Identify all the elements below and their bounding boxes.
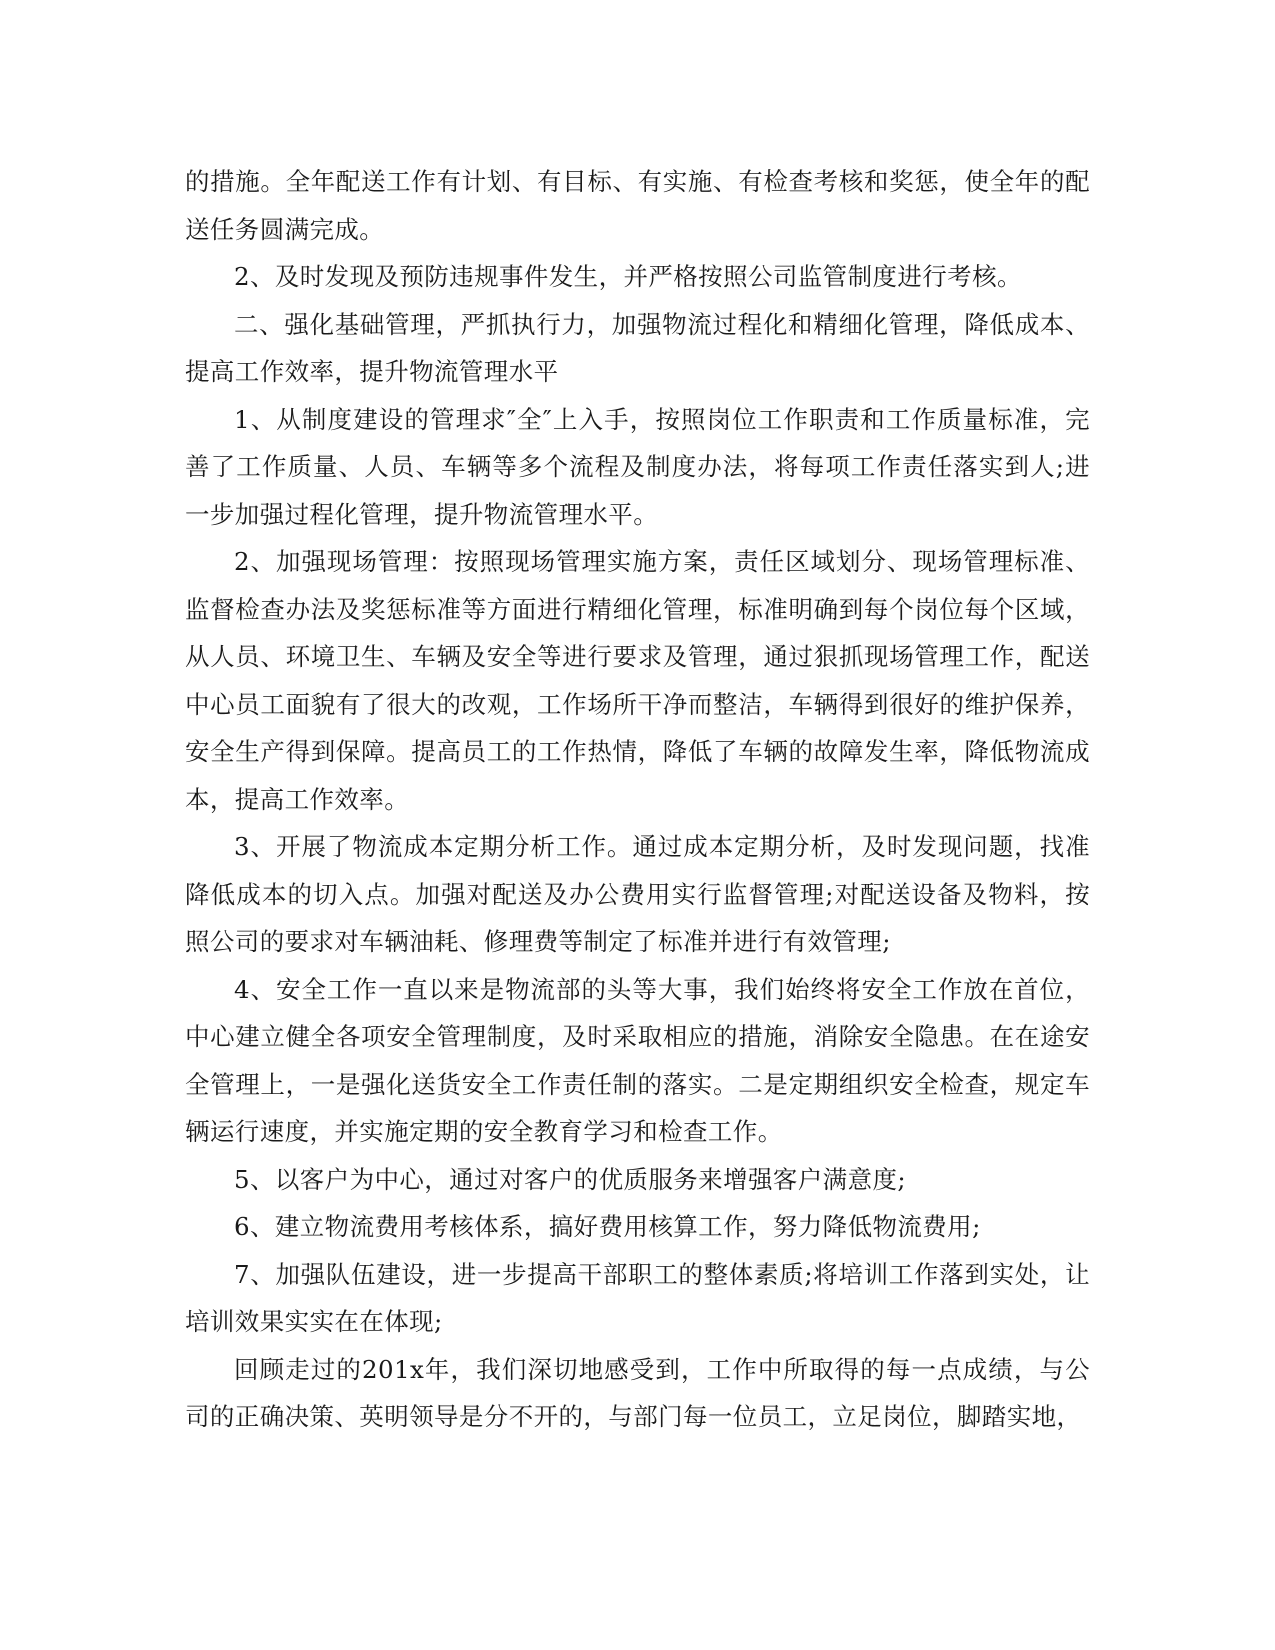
paragraph: 2、及时发现及预防违规事件发生，并严格按照公司监管制度进行考核。 [234, 262, 1022, 291]
paragraph: 2、加强现场管理：按照现场管理实施方案，责任区域划分、现场管理标准、监督检查办法及奖惩标准等方面进行精细化管理，标准明确到每个岗位每个区域，从人员、环境卫生、车辆及安全等进行要求及管理，通过狠抓现场管理工作，配送中心员工面貌有了很大的改观，工作场所干净而整洁，车辆得到很好的维护保养，安全生产得到保障。提高员工的工作热情，降低了车辆的故障发生率，降低物流成本，提高工作效率。 [185, 547, 1090, 814]
section-heading-paragraph: 二、强化基础管理，严抓执行力，加强物流过程化和精细化管理，降低成本、提高工作效率，提升物流管理水平 [185, 309, 1090, 386]
paragraph: 的措施。全年配送工作有计划、有目标、有实施、有检查考核和奖惩，使全年的配送任务圆满完成。 [185, 167, 1090, 244]
paragraph: 3、开展了物流成本定期分析工作。通过成本定期分析，及时发现问题，找准降低成本的切入点。加强对配送及办公费用实行监督管理;对配送设备及物料，按照公司的要求对车辆油耗、修理费等制定了标准并进行有效管理; [185, 832, 1090, 956]
paragraph: 5、以客户为中心，通过对客户的优质服务来增强客户满意度; [234, 1164, 907, 1194]
document-body [185, 158, 1090, 1441]
paragraph: 4、安全工作一直以来是物流部的头等大事，我们始终将安全工作放在首位，中心建立健全各项安全管理制度，及时采取相应的措施，消除安全隐患。在在途安全管理上，一是强化送货安全工作责任制的落实。二是定期组织安全检查，规定车辆运行速度，并实施定期的安全教育学习和检查工作。 [185, 974, 1090, 1146]
paragraph: 回顾走过的201x年，我们深切地感受到，工作中所取得的每一点成绩，与公司的正确决策、英明领导是分不开的，与部门每一位员工，立足岗位，脚踏实地， [185, 1354, 1090, 1431]
paragraph: 7、加强队伍建设，进一步提高干部职工的整体素质;将培训工作落到实处，让培训效果实实在在体现; [185, 1259, 1090, 1336]
paragraph: 1、从制度建设的管理求″全″上入手，按照岗位工作职责和工作质量标准，完善了工作质量、人员、车辆等多个流程及制度办法，将每项工作责任落实到人;进一步加强过程化管理，提升物流管理水平。 [185, 404, 1090, 529]
paragraph: 6、建立物流费用考核体系，搞好费用核算工作，努力降低物流费用; [234, 1212, 981, 1241]
